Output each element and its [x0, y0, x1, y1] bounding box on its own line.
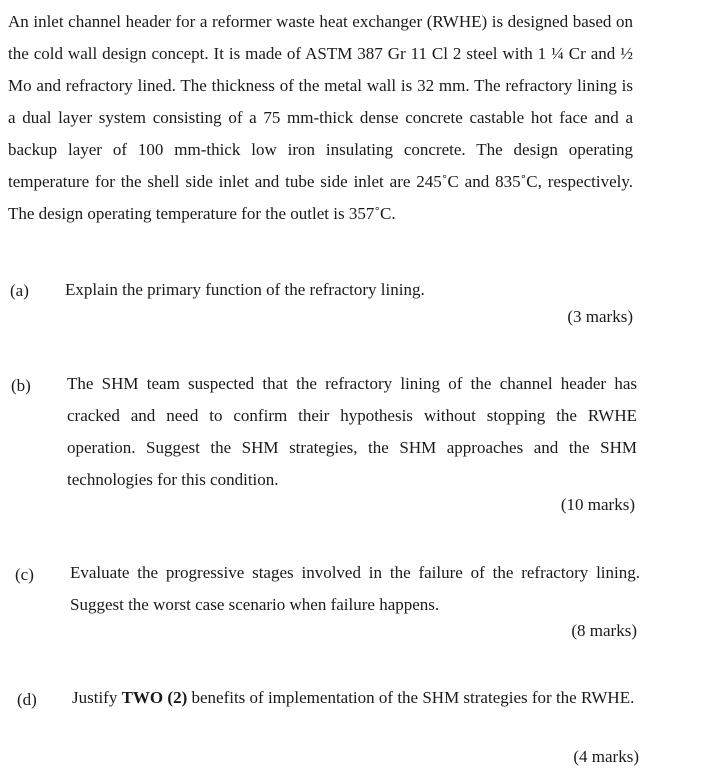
question-label: (c): [15, 565, 34, 584]
problem-statement: An inlet channel header for a reformer waste heat exchanger (RWHE) is designed based on the cold wall design concept. It is made of ASTM 387 Gr 11 Cl 2 steel with 1 ¼ Cr and ½ Mo and refractory lined. The thickness of the metal wall is 32 mm. The refractory lining is a dual layer system consisting of a 75 mm-thick dense concrete castable hot face and a backup layer of 100 mm-thick low iron insulating concrete. The design operating temperature for the shell side inlet and tube side inlet are 245˚C and 835˚C, respectively. The design operating temperature for the outlet is 357˚C.: [8, 12, 633, 223]
question-label: (d): [17, 690, 37, 709]
marks-b: (10 marks): [560, 495, 635, 514]
marks-d: (4 marks): [573, 747, 639, 766]
marks-c: (8 marks): [571, 621, 637, 640]
marks-a: (3 marks): [567, 307, 633, 326]
question-text-emphasis: TWO (2): [121, 688, 188, 707]
question-text: The SHM team suspected that the refractory lining of the channel header has cracked and need to confirm their hypothesis without stopping the RWHE operation. Suggest the SHM strategies, the SHM approaches and the SHM technologies for this condition.: [67, 374, 637, 489]
question-text: [72, 682, 642, 714]
question-label: (b): [11, 376, 31, 395]
question-label: (a): [10, 281, 29, 300]
question-text-start: Justify: [72, 688, 122, 707]
question-text: Explain the primary function of the refractory lining.: [65, 280, 425, 299]
question-text: Evaluate the progressive stages involved in the failure of the refractory lining. Suggest the worst case scenario when failure happens.: [70, 563, 640, 614]
question-text-end: benefits of implementation of the SHM strategies for the RWHE.: [187, 688, 635, 707]
